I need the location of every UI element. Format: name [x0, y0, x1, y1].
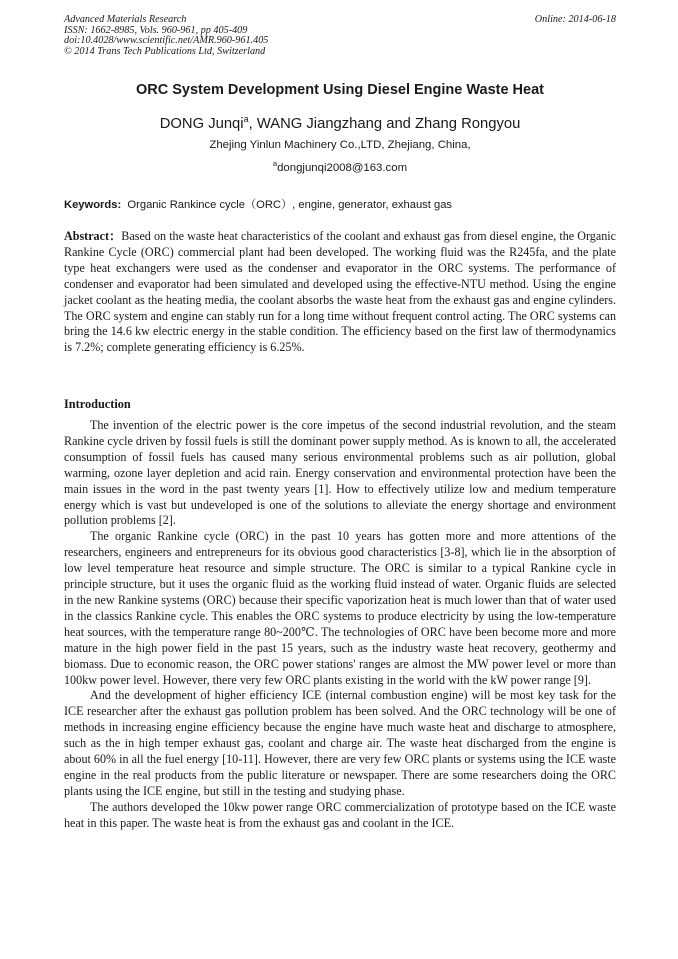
author-superscript: a — [243, 114, 249, 124]
online-date: Online: 2014-06-18 — [534, 14, 616, 25]
paper-title: ORC System Development Using Diesel Engine Waste Heat — [136, 82, 544, 98]
author-email: dongjunqi2008@163.com — [277, 162, 408, 174]
abstract-text: Based on the waste heat characteristics of the coolant and exhaust gas from diesel engine, the Organic Rankine Cycle (ORC) commercial plant had been developed. The working fluid was the R245fa, and the plate type heat exchangers were used as the condenser and evaporator in the ORC systems. The performance of condenser and evaporator had been simulated and developed using the effective-NTU method. Using the engine jacket coolant as the heating media, the coolant absorbs the waste heat from the exhaust gas and engine cylinders. The ORC system and engine can stably run for a long time without frequent control acting. The ORC systems can bring the 14.6 kw electric energy in the stable condition. The efficiency based on the first law of thermodynamics is 7.2%; complete generating efficiency is 6.25%. — [64, 229, 616, 355]
issn-line: ISSN: 1662-8985, Vols. 960-961, pp 405-409 — [64, 24, 248, 36]
paragraph: The organic Rankine cycle (ORC) in the past 10 years has gotten more and more attentions of the researchers, engineers and entrepreneurs for its obvious good characteristics [3-8], which lie in the absorption of low level temperature heat resource and simple structure. The ORC is similar to a typical Rankine cycle in principle structure, but it uses the organic fluid as the working fluid instead of water. Organic fluids are selected in the new Rankine systems (ORC) because their specific vaporization heat is much lower than that of water used in the classics Rankine cycle. This enables the ORC systems to produce electricity by using the low-temperature heat sources, with the temperature range 80~200℃. The technologies of ORC have been become more and more mature in the high power field in the past 15 years, such as the industry waste heat recovery, geothermy and biomass. Due to economic reason, the ORC power stations' ranges are almost the MW power level or more than 100kw power level. However, there very few ORC plants existing in the world with the kW power range [9]. — [64, 529, 616, 687]
affiliation: Zhejing Yinlun Machinery Co.,LTD, Zhejiang, China, — [209, 139, 471, 151]
section-heading: Introduction — [64, 397, 131, 411]
keywords-line — [64, 196, 616, 212]
paragraph: And the development of higher efficiency ICE (internal combustion engine) will be most key task for the ICE researcher after the exhaust gas pollution problem has been solved. And the ORC technology will be one of methods in increasing engine efficiency because the engine have much waste heat and discharge to atmosphere, such as the in high temper exhaust gas, coolant and charge air. The waste heat discharged from the engine is about 60% in all the fuel energy [10-11]. However, there are very few ORC plants or systems using the ICE waste engine in the real products from the public literature or newspaper. There are some researchers doing the ORC plants using the ICE engine, but still in the testing and studying phase. — [64, 688, 616, 798]
email-superscript: a — [272, 159, 278, 168]
paragraph: The authors developed the 10kw power range ORC commercialization of prototype based on the ICE waste heat in this paper. The waste heat is from the exhaust gas and coolant in the ICE. — [64, 799, 616, 830]
paragraph: The invention of the electric power is the core impetus of the second industrial revolution, and the steam Rankine cycle driven by fossil fuels is still the dominant power supply method. As is known to all, the accelerated consumption of fossil fuels has caused many serious environmental problems such as air pollution, global warming, ozone layer depletion and acid rain. Energy conservation and environmental protection have been the main issues in the word in the past twenty years [1]. How to effectively utilize low and medium temperature energy which is vast but undeveloped is one of the solutions to alleviate the energy shortage and environment pollution problems [2]. — [64, 418, 616, 528]
abstract-label: Abstract： — [64, 229, 122, 243]
introduction-body — [64, 418, 616, 832]
author-rest: , WANG Jiangzhang and Zhang Rongyou — [248, 116, 521, 132]
keywords-label: Keywords: — [64, 199, 122, 211]
abstract-block — [64, 229, 616, 356]
journal-header — [64, 15, 616, 57]
authors-line — [64, 114, 616, 132]
keywords-text: Organic Rankince cycle（ORC）, engine, generator, exhaust gas — [127, 199, 453, 211]
doi-line: doi:10.4028/www.scientific.net/AMR.960-961.405 — [64, 35, 269, 47]
copyright-line: © 2014 Trans Tech Publications Ltd, Switzerland — [64, 45, 266, 57]
email-line — [64, 159, 616, 174]
author-main: DONG Junqi — [159, 116, 244, 132]
journal-name: Advanced Materials Research — [64, 14, 187, 25]
